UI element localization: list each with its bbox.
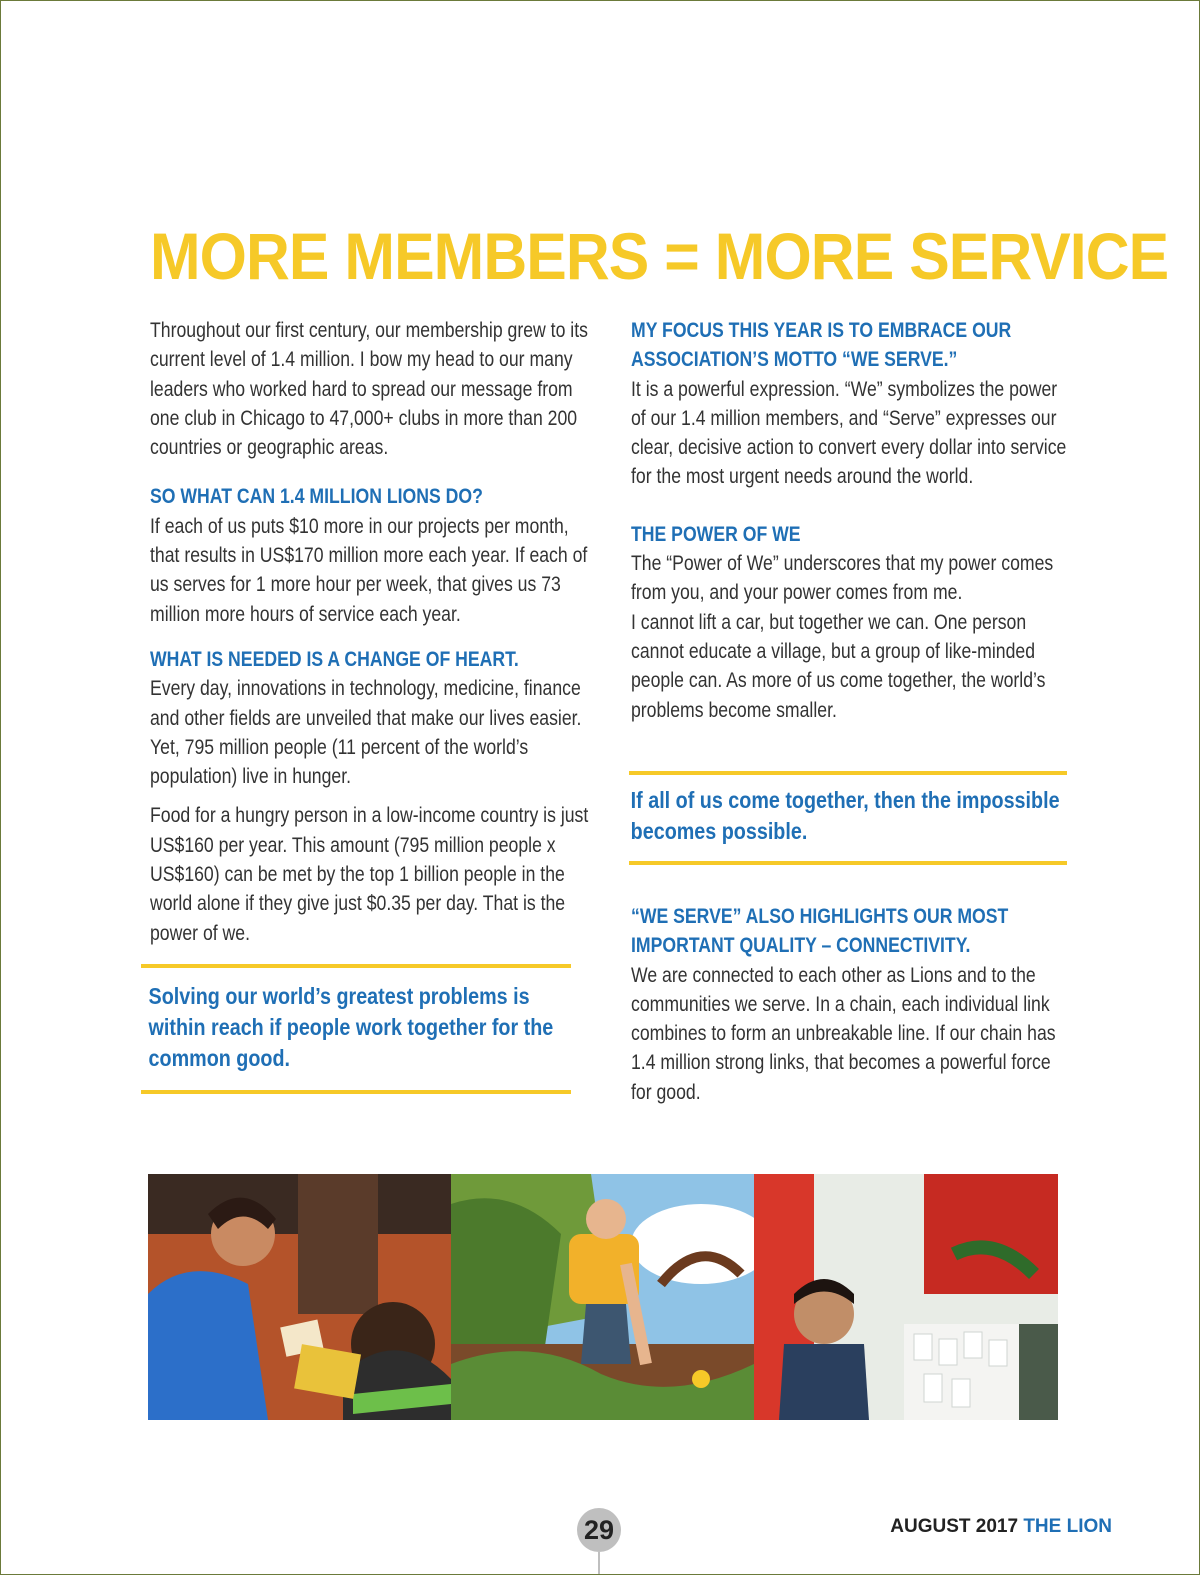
section-heading-power-of-we: THE POWER OF WE [631, 522, 801, 546]
section-body-we-serve-motto: It is a powerful expression. “We” symbolizes the power of our 1.4 million members, and “Serve” expresses our clear, decisive action to convert every dollar into service for the most urgent needs around the world. [631, 377, 1067, 489]
photo-volunteer-with-child [148, 1174, 451, 1420]
right-pull-quote-inner [629, 775, 1069, 847]
footer-issue [890, 1516, 1112, 1538]
photo-child-with-cup [754, 1174, 1058, 1420]
section-body-connectivity: We are connected to each other as Lions and to the communities we serve. In a chain, each individual link combines to form an unbreakable line. If our chain has 1.4 million strong links, that becomes a powerful force for good. [631, 963, 1056, 1104]
footer-date: AUGUST 2017 [890, 1516, 1019, 1537]
section-body-lions-do: If each of us puts $10 more in our projects per month, that results in US$170 million more each year. If each of us serves for 1 more hour per week, that gives us 73 million more hours of service each year. [150, 514, 588, 626]
right-pull-quote-text: If all of us come together, then the impossible becomes possible. [630, 787, 1060, 844]
section-heading-lions-do: SO WHAT CAN 1.4 MILLION LIONS DO? [150, 485, 483, 509]
section-body-power-of-we-1: The “Power of We” underscores that my power comes from you, and your power comes from me. [631, 552, 1054, 605]
page-number-rule [598, 1552, 600, 1574]
section-body-change-of-heart-2: Food for a hungry person in a low-income country is just US$160 per year. This amount (795 million people x US$160) can be met by the top 1 billion people in the world alone if they give just $0.35 per day. That is the power of we. [150, 804, 589, 945]
photo-man-planting [451, 1174, 754, 1420]
section-heading-change-of-heart: WHAT IS NEEDED IS A CHANGE OF HEART. [150, 647, 519, 671]
page-headline: MORE MEMBERS = MORE SERVICE [150, 219, 1169, 293]
section-heading-connectivity: “WE SERVE” ALSO HIGHLIGHTS OUR MOST IMPORTANT QUALITY – CONNECTIVITY. [631, 905, 1009, 958]
right-column-text-bottom [631, 902, 1071, 1107]
right-column-text-top [631, 316, 1071, 725]
left-pull-quote-text: Solving our world’s greatest problems is within reach if people work together for the common good. [148, 983, 554, 1071]
right-column-bottom [631, 902, 1071, 1107]
right-pull-quote [629, 771, 1067, 865]
left-column [150, 316, 590, 948]
right-column [631, 316, 1071, 725]
intro-paragraph: Throughout our first century, our membership grew to its current level of 1.4 million. I bow my head to our many leaders who worked hard to spread our message from one club in Chicago to 47,000+ clubs in more than 200 countries or geographic areas. [150, 319, 588, 460]
left-pull-quote-inner [141, 968, 578, 1074]
left-pull-quote [141, 964, 571, 1094]
section-body-change-of-heart-1: Every day, innovations in technology, medicine, finance and other fields are unveiled that make our lives easier. Yet, 795 million people (11 percent of the world’s population) live in hunger. [150, 677, 582, 789]
left-column-text [150, 316, 590, 948]
section-body-power-of-we-2: I cannot lift a car, but together we can. One person cannot educate a village, but a group of like-minded people can. As more of us come together, the world’s problems become smaller. [631, 610, 1046, 722]
footer-magazine: THE LION [1023, 1516, 1112, 1537]
photo-strip [148, 1174, 1058, 1420]
page-number: 29 [577, 1508, 621, 1552]
section-heading-we-serve-motto: MY FOCUS THIS YEAR IS TO EMBRACE OUR ASSOCIATION’S MOTTO “WE SERVE.” [631, 319, 1012, 372]
